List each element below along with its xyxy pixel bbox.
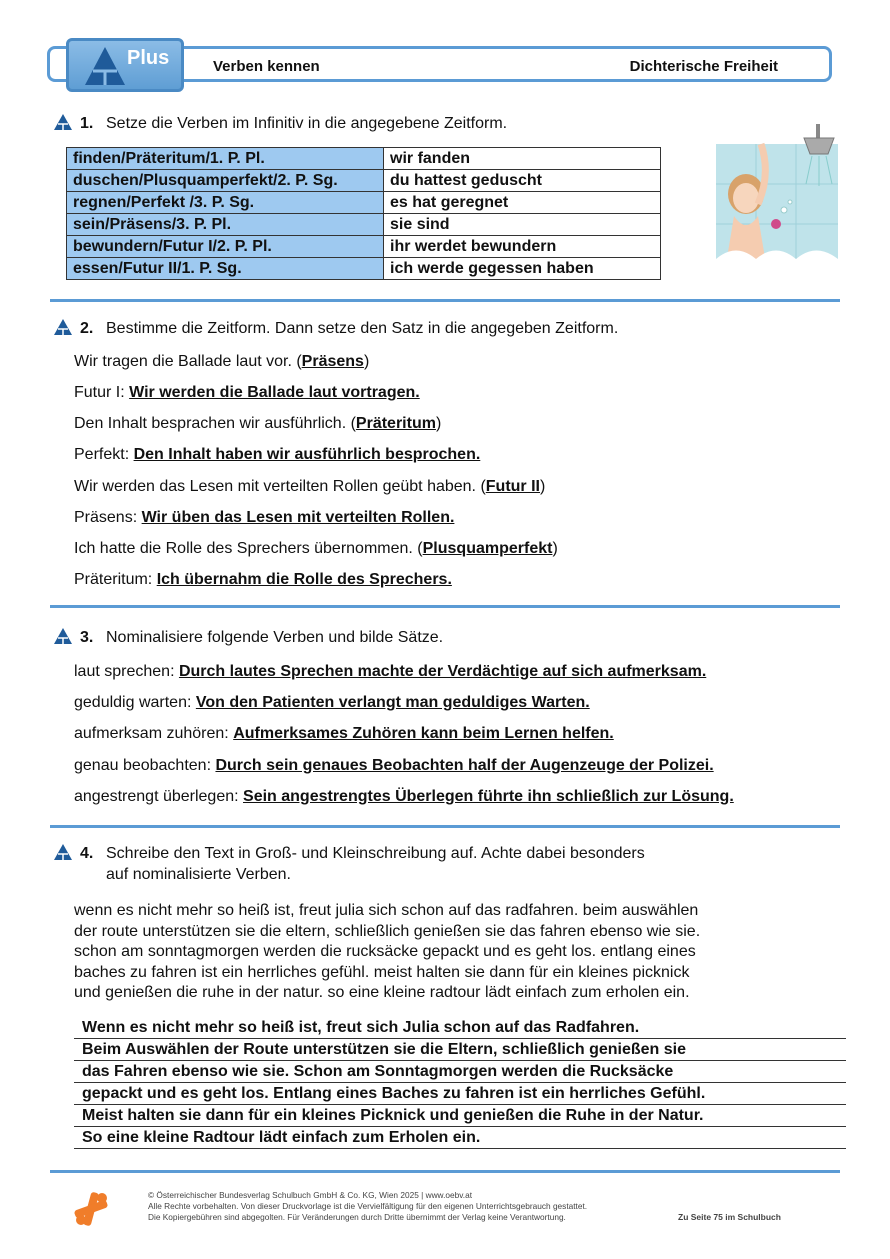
task3-item: aufmerksam zuhören: Aufmerksames Zuhören kann beim Lernen helfen. [74, 725, 614, 742]
task2-sentence: Ich hatte die Rolle des Sprechers übernommen. (Plusquamperfekt) [74, 540, 558, 557]
section-divider [50, 825, 840, 828]
worksheet-chapter: Dichterische Freiheit [629, 58, 778, 75]
logo-text: Plus [127, 47, 170, 69]
task-triangle-icon [53, 843, 73, 861]
task4-number: 4. [80, 845, 94, 862]
publisher-logo-icon [72, 1190, 110, 1228]
task1-instruction: Setze die Verben im Infinitiv in die angegebene Zeitform. [106, 115, 508, 132]
tense-answer: Präteritum [355, 415, 436, 432]
tense-answer: Futur II [485, 478, 540, 495]
task-triangle-icon [53, 318, 73, 336]
table-row [67, 214, 661, 236]
task3-item: geduldig warten: Von den Patienten verlangt man geduldiges Warten. [74, 694, 590, 711]
table-row [67, 192, 661, 214]
nominalization-answer: Durch sein genaues Beobachten half der Augenzeuge der Polizei. [215, 757, 714, 774]
footer-line: © Österreichischer Bundesverlag Schulbuch GmbH & Co. KG, Wien 2025 | www.oebv.at [148, 1190, 472, 1200]
section-divider [50, 299, 840, 302]
answer-line: Meist halten sie dann für ein kleines Picknick und genießen die Ruhe in der Natur. [82, 1107, 704, 1124]
worksheet-topic: Verben kennen [213, 58, 320, 75]
conversion-answer: Ich übernahm die Rolle des Sprechers. [156, 571, 452, 588]
table-cell-prompt: finden/Präteritum/1. P. Pl. [67, 148, 384, 170]
tense-answer: Plusquamperfekt [422, 540, 553, 557]
task1-number: 1. [80, 115, 94, 132]
table-cell-prompt: regnen/Perfekt /3. P. Sg. [67, 192, 384, 214]
table-cell-answer: ich werde gegessen haben [384, 258, 661, 280]
answer-line: Beim Auswählen der Route unterstützen sie die Eltern, schließlich genießen sie [82, 1041, 686, 1058]
source-line: der route unterstützen sie die eltern, schließlich genießen sie das fahren ebenso wie sie. [74, 922, 701, 940]
source-line: wenn es nicht mehr so heiß ist, freut julia sich schon auf das radfahren. beim auswählen [74, 902, 699, 919]
task2-conversion: Präteritum: Ich übernahm die Rolle des Sprechers. [74, 571, 452, 588]
plus-logo [66, 38, 184, 92]
triangle-logo-icon [83, 45, 127, 87]
table-row [67, 258, 661, 280]
task2-conversion: Perfekt: Den Inhalt haben wir ausführlich besprochen. [74, 446, 481, 463]
task3-item: genau beobachten: Durch sein genaues Beobachten half der Augenzeuge der Polizei. [74, 757, 714, 774]
conversion-answer: Wir werden die Ballade laut vortragen. [129, 384, 420, 401]
task4-instruction-line2: auf nominalisierte Verben. [106, 866, 291, 883]
task3-item: laut sprechen: Durch lautes Sprechen machte der Verdächtige auf sich aufmerksam. [74, 663, 707, 680]
table-row [67, 236, 661, 258]
task2-sentence: Wir tragen die Ballade laut vor. (Präsens) [74, 353, 370, 370]
table-cell-prompt: duschen/Plusquamperfekt/2. P. Sg. [67, 170, 384, 192]
footer-line: Die Kopiergebühren sind abgegolten. Für Veränderungen durch Dritte übernimmt der Verlag keine Verantwortung. [148, 1212, 566, 1222]
task2-sentence: Den Inhalt besprachen wir ausführlich. (Präteritum) [74, 415, 442, 432]
footer-line: Alle Rechte vorbehalten. Von dieser Druckvorlage ist die Vervielfältigung für den eigenen Unterrichtsgebrauch gestattet. [148, 1201, 588, 1211]
table-cell-answer: es hat geregnet [384, 192, 661, 214]
table-row [67, 148, 661, 170]
task3-item: angestrengt überlegen: Sein angestrengtes Überlegen führte ihn schließlich zur Lösung. [74, 788, 734, 805]
section-divider [50, 605, 840, 608]
task-triangle-icon [53, 113, 73, 131]
tense-answer: Präsens [301, 353, 364, 370]
nominalization-answer: Sein angestrengtes Überlegen führte ihn schließlich zur Lösung. [243, 788, 734, 805]
task2-conversion: Futur I: Wir werden die Ballade laut vortragen. [74, 384, 420, 401]
task2-sentence: Wir werden das Lesen mit verteilten Rollen geübt haben. (Futur II) [74, 478, 546, 495]
table-cell-prompt: bewundern/Futur I/2. P. Pl. [67, 236, 384, 258]
nominalization-answer: Aufmerksames Zuhören kann beim Lernen helfen. [233, 725, 614, 742]
table-cell-answer: sie sind [384, 214, 661, 236]
task3-instruction: Nominalisiere folgende Verben und bilde Sätze. [106, 629, 444, 646]
shower-girl-illustration [716, 124, 838, 278]
answer-line: Wenn es nicht mehr so heiß ist, freut sich Julia schon auf das Radfahren. [82, 1019, 640, 1036]
section-divider [50, 1170, 840, 1173]
task4-instruction-line1: Schreibe den Text in Groß- und Kleinschreibung auf. Achte dabei besonders [106, 845, 645, 862]
textbook-reference: Zu Seite 75 im Schulbuch [678, 1212, 781, 1222]
task2-number: 2. [80, 320, 94, 337]
source-line: schon am sonntagmorgen werden die rucksäcke gepackt und es geht los. entlang eines [74, 943, 696, 960]
answer-line: das Fahren ebenso wie sie. Schon am Sonntagmorgen werden die Rucksäcke [82, 1063, 674, 1080]
table-cell-answer: wir fanden [384, 148, 661, 170]
conversion-answer: Wir üben das Lesen mit verteilten Rollen. [141, 509, 455, 526]
source-line: baches zu fahren ist ein herrliches gefühl. meist halten sie dann für ein kleines picknick [74, 963, 690, 981]
table-cell-answer: du hattest geduscht [384, 170, 661, 192]
task2-instruction: Bestimme die Zeitform. Dann setze den Satz in die angegeben Zeitform. [106, 320, 619, 337]
table-cell-prompt: essen/Futur II/1. P. Sg. [67, 258, 384, 280]
table-cell-prompt: sein/Präsens/3. P. Pl. [67, 214, 384, 236]
task4-source-text [74, 901, 814, 1004]
nominalization-answer: Durch lautes Sprechen machte der Verdächtige auf sich aufmerksam. [178, 663, 707, 680]
nominalization-answer: Von den Patienten verlangt man geduldiges Warten. [195, 694, 590, 711]
conversion-answer: Den Inhalt haben wir ausführlich besprochen. [133, 446, 481, 463]
task-triangle-icon [53, 627, 73, 645]
verb-table [66, 147, 661, 280]
table-cell-answer: ihr werdet bewundern [384, 236, 661, 258]
table-row [67, 170, 661, 192]
source-line: und genießen die ruhe in der natur. so eine kleine radtour lädt einfach zum erholen ein. [74, 984, 690, 1001]
task2-conversion: Präsens: Wir üben das Lesen mit verteilten Rollen. [74, 509, 455, 526]
copyright-notice [148, 1190, 587, 1223]
answer-line: gepackt und es geht los. Entlang eines Baches zu fahren ist ein herrliches Gefühl. [82, 1085, 706, 1102]
task3-number: 3. [80, 629, 94, 646]
answer-line: So eine kleine Radtour lädt einfach zum Erholen ein. [82, 1129, 481, 1146]
